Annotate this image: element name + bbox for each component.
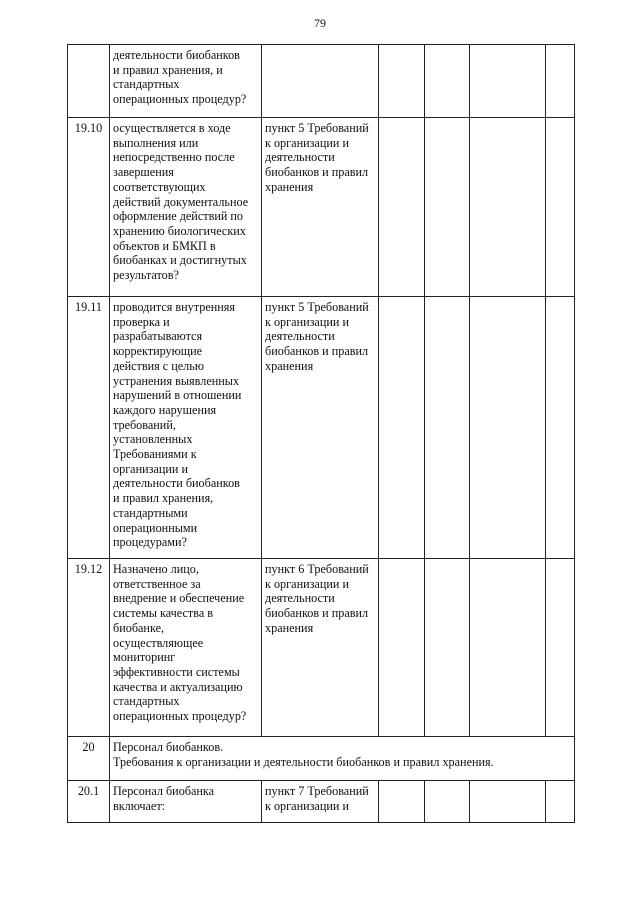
page-number: 79 xyxy=(314,16,326,30)
text-line: Персонал биобанков. xyxy=(113,740,224,754)
text-line: проверка и xyxy=(113,314,170,329)
text-line: разрабатываются xyxy=(113,329,203,344)
answer-cell[interactable] xyxy=(546,559,575,737)
text-line: организации и xyxy=(113,461,188,476)
text-line: деятельности биобанков xyxy=(113,476,240,491)
text-line: хранения xyxy=(265,620,314,635)
text-line: Персонал биобанка xyxy=(113,784,215,798)
text-line: биобанке, xyxy=(113,620,165,635)
text-line: выполнения или xyxy=(113,135,199,150)
text-line: ответственное за xyxy=(113,576,201,591)
text-line: хранения xyxy=(265,358,314,373)
reference-cell xyxy=(262,297,379,559)
text-line: внедрение и обеспечение xyxy=(113,591,245,606)
table-row xyxy=(68,45,575,118)
text-line: Требованиями к xyxy=(113,447,197,462)
table-row xyxy=(68,737,575,781)
text-line: мониторинг xyxy=(113,650,176,665)
text-line: осуществляется в ходе xyxy=(113,121,231,135)
answer-cell[interactable] xyxy=(546,297,575,559)
text-line: стандартных xyxy=(113,694,180,709)
checklist-table xyxy=(67,44,575,823)
text-line: нарушений в отношении xyxy=(113,388,242,403)
text-line: эффективности системы xyxy=(113,664,240,679)
answer-cell[interactable] xyxy=(470,297,546,559)
text-line: действий документальное xyxy=(113,194,249,209)
answer-cell[interactable] xyxy=(379,297,425,559)
text-line: деятельности xyxy=(265,591,335,606)
text-line: хранения xyxy=(265,179,314,194)
text-line: деятельности биобанков xyxy=(113,48,240,62)
answer-cell[interactable] xyxy=(546,45,575,118)
text-line: установленных xyxy=(113,432,193,447)
text-line: пункт 5 Требований xyxy=(265,121,369,135)
answer-cell[interactable] xyxy=(425,45,470,118)
question-cell xyxy=(110,297,262,559)
text-line: Назначено лицо, xyxy=(113,562,199,576)
text-line: к организации и xyxy=(265,314,349,329)
text-line: операционных процедур? xyxy=(113,92,247,107)
text-line: пункт 5 Требований xyxy=(265,300,369,314)
text-line: объектов и БМКП в xyxy=(113,238,216,253)
text-line: каждого нарушения xyxy=(113,402,217,417)
text-line: стандартными xyxy=(113,505,188,520)
answer-cell[interactable] xyxy=(546,781,575,823)
text-line: операционными xyxy=(113,520,198,535)
text-line: требований, xyxy=(113,417,176,432)
text-line: корректирующие xyxy=(113,344,203,359)
reference-cell xyxy=(262,559,379,737)
question-cell xyxy=(110,118,262,297)
answer-cell[interactable] xyxy=(470,45,546,118)
text-line: действия с целью xyxy=(113,358,204,373)
text-line: деятельности xyxy=(265,329,335,344)
text-line: к организации и xyxy=(265,135,349,150)
text-line: пункт 6 Требований xyxy=(265,562,369,576)
table-row xyxy=(68,559,575,737)
text-line: соответствующих xyxy=(113,179,206,194)
text-line: биобанках и достигнутых xyxy=(113,253,247,268)
text-line: устранения выявленных xyxy=(113,373,240,388)
text-line: к организации и xyxy=(265,798,349,813)
text-line: непосредственно после xyxy=(113,150,235,165)
text-line: операционных процедур? xyxy=(113,709,247,724)
answer-cell[interactable] xyxy=(379,781,425,823)
text-line: Требования к организации и деятельности биобанков и правил хранения. xyxy=(113,754,494,769)
reference-cell xyxy=(262,45,379,118)
text-line: осуществляющее xyxy=(113,635,204,650)
item-number-cell: 19.12 xyxy=(68,559,110,737)
answer-cell[interactable] xyxy=(379,559,425,737)
answer-cell[interactable] xyxy=(425,781,470,823)
text-line: биобанков и правил xyxy=(265,344,369,359)
text-line: оформление действий по xyxy=(113,209,244,224)
answer-cell[interactable] xyxy=(379,45,425,118)
section-heading-cell xyxy=(110,737,575,781)
text-line: и правил хранения, xyxy=(113,491,214,506)
answer-cell[interactable] xyxy=(425,118,470,297)
answer-cell[interactable] xyxy=(470,781,546,823)
item-number-cell: 19.10 xyxy=(68,118,110,297)
text-line: включает: xyxy=(113,798,166,813)
answer-cell[interactable] xyxy=(546,118,575,297)
table-row xyxy=(68,781,575,823)
text-line: процедурами? xyxy=(113,535,187,550)
text-line: биобанков и правил xyxy=(265,165,369,180)
question-cell xyxy=(110,781,262,823)
text-line: и правил хранения, и xyxy=(113,62,223,77)
text-line: системы качества в xyxy=(113,606,214,621)
item-number-cell: 19.11 xyxy=(68,297,110,559)
item-number-cell: 20 xyxy=(68,737,110,781)
text-line: к организации и xyxy=(265,576,349,591)
text-line: биобанков и правил xyxy=(265,606,369,621)
answer-cell[interactable] xyxy=(379,118,425,297)
answer-cell[interactable] xyxy=(470,118,546,297)
table-row xyxy=(68,118,575,297)
item-number-cell xyxy=(68,45,110,118)
answer-cell[interactable] xyxy=(470,559,546,737)
table-row xyxy=(68,297,575,559)
answer-cell[interactable] xyxy=(425,297,470,559)
text-line: проводится внутренняя xyxy=(113,300,235,314)
text-line: деятельности xyxy=(265,150,335,165)
text-line: пункт 7 Требований xyxy=(265,784,369,798)
question-cell xyxy=(110,45,262,118)
text-line: результатов? xyxy=(113,268,179,283)
reference-cell xyxy=(262,781,379,823)
question-cell xyxy=(110,559,262,737)
reference-cell xyxy=(262,118,379,297)
text-line: стандартных xyxy=(113,77,180,92)
answer-cell[interactable] xyxy=(425,559,470,737)
text-line: хранению биологических xyxy=(113,223,246,238)
item-number-cell: 20.1 xyxy=(68,781,110,823)
text-line: завершения xyxy=(113,165,174,180)
text-line: качества и актуализацию xyxy=(113,679,243,694)
